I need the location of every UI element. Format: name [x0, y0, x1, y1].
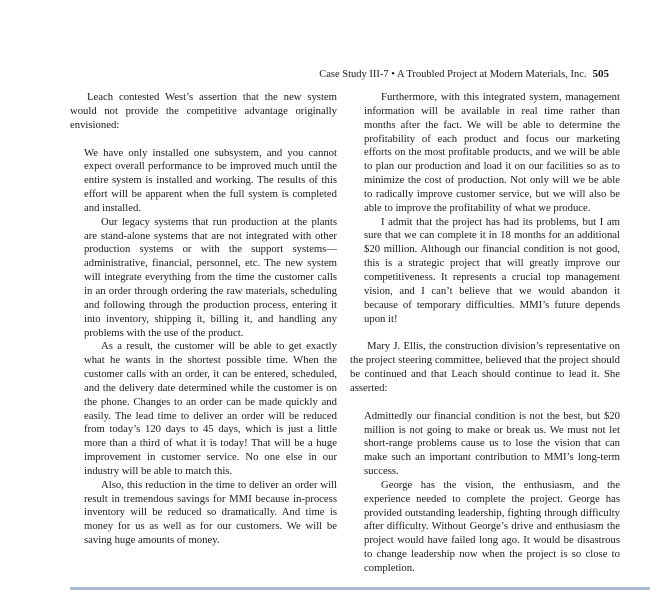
quote-paragraph: We have only installed one subsystem, and you cannot expect overall performance to be improved much until the entire system is installed and working. The results of this effort will be apparent when the full system is completed and installed.	[84, 146, 337, 214]
quote-paragraph: I admit that the project has had its problems, but I am sure that we can complete it in 18 months for an additional $20 million. Although our financial condition is not good, this is a strategic project that will greatly improve our competitiveness. It represents a crucial top management vision, and I can’t believe that we would abandon it because of temporary difficulties. MMI’s future depends upon it!	[364, 215, 620, 325]
footer-rule	[70, 587, 650, 590]
running-title: Case Study III-7 • A Troubled Project at Modern Materials, Inc.	[319, 69, 587, 80]
quote-paragraph: Our legacy systems that run production at the plants are stand-alone systems that are not integrated with other production systems or with the support systems—administrative, financial, personnel, etc. The new system will integrate everything from the time the customer calls in an order through ordering the raw materials, scheduling and following through the production process, entering it into inventory, shipping it, billing it, and handling any problems with the use of the product.	[84, 215, 337, 339]
quote-paragraph: Also, this reduction in the time to deliver an order will result in tremendous savings for MMI because in-process inventory will be reduced so dramatically. And time is money for us as well as for our customers. We will be saving huge amounts of money.	[84, 478, 337, 547]
leach-quote-continued	[350, 91, 620, 326]
running-header	[319, 68, 609, 81]
quote-paragraph: Admittedly our financial condition is not the best, but $20 million is not going to make or break us. We must not let short-range problems cause us to lose the vision that can make such an important contribution to MMI’s long-term success.	[364, 409, 620, 478]
intro-paragraph: Leach contested West’s assertion that the new system would not provide the competitive advantage originally envisioned:	[70, 91, 337, 131]
ellis-narrative-paragraph: Mary J. Ellis, the construction division’s representative on the project steering committee, believed that the project should be continued and that Leach should continue to lead it. She asserted:	[350, 340, 620, 394]
ellis-quote	[350, 410, 620, 576]
right-column	[350, 91, 620, 576]
left-column	[70, 91, 337, 548]
leach-quote	[70, 147, 337, 548]
page-number: 505	[592, 68, 609, 80]
quote-paragraph: As a result, the customer will be able to get exactly what he wants in the shortest possible time. When the customer calls with an order, it can be entered, scheduled, and the delivery date determined while the customer is on the phone. Changes to an order can be made quickly and easily. The lead time to deliver an order will be reduced from today’s 120 days to 45 days, which is just a little more than a third of what it is today! That will be a huge improvement in customer service. No one else in our industry will be able to match this.	[84, 340, 337, 477]
quote-paragraph: George has the vision, the enthusiasm, and the experience needed to complete the project. George has provided outstanding leadership, fighting through difficulty after difficulty. Without George’s drive and enthusiasm the project would have failed long ago. It would be disastrous to change leadership now when the project is so close to completion.	[364, 478, 620, 574]
quote-paragraph: Furthermore, with this integrated system, management information will be available in real time rather than months after the fact. We will be able to determine the profitability of each product and focus our marketing efforts on the most profitable products, and we will be able to plan our production and load it on our facilities so as to minimize the cost of production. Not only will we be able to radically improve customer service, but we will also be able to improve the profitability of what we produce.	[364, 91, 620, 214]
